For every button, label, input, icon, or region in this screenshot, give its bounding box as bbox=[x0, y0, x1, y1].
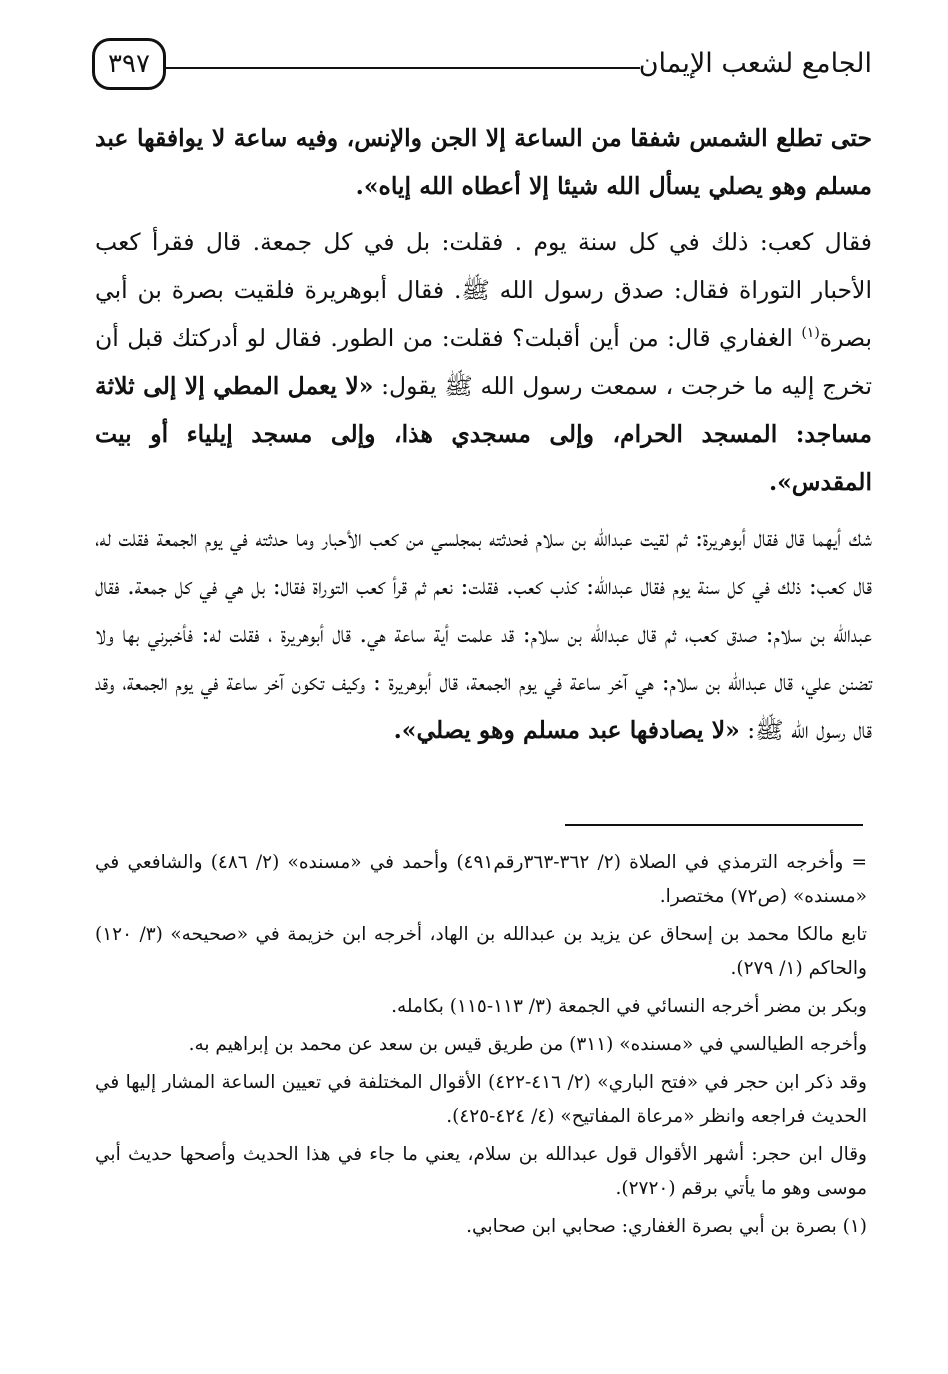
footnote-1: (١) بصرة بن أبي بصرة الغفاري: صحابي ابن صحابي. bbox=[466, 1216, 867, 1237]
paragraph-3 bbox=[95, 514, 872, 754]
narration-text: الغفاري قال: من أين أقبلت؟ فقلت: من الطور. فقال لو أدركتك قبل أن تخرج إليه ما خرجت ، سمعت رسول الله ﷺ يقول: bbox=[95, 324, 872, 400]
footnote-line: تابع مالكا محمد بن إسحاق عن يزيد بن عبدالله بن الهاد، أخرجه ابن خزيمة في «صحيحه» (٣/ ١٢٠) والحاكم (١/ ٢٧٩). bbox=[95, 924, 867, 979]
narration-text: فقال كعب: ذلك في كل سنة يوم . فقلت: بل في كل جمعة. قال فقرأ كعب الأحبار التوراة فقال: صدق رسول الله ﷺ. فقال أبوهريرة فلقيت بصرة بن أبي بصرة bbox=[95, 228, 872, 352]
footnote-line: وأخرجه الطيالسي في «مسنده» (٣١١) من طريق قيس بن سعد عن محمد بن إبراهيم به. bbox=[188, 1034, 867, 1055]
main-text bbox=[95, 114, 872, 754]
footnote-line: وقد ذكر ابن حجر في «فتح الباري» (٢/ ٤١٦-٤٢٢) الأقوال المختلفة في تعيين الساعة المشار إليها في الحديث فراجعه وانظر «مرعاة المفاتيح» (٤/ ٤٢٤-٤٢٥). bbox=[95, 1072, 867, 1127]
footnotes bbox=[95, 846, 867, 1244]
footnote-line: = وأخرجه الترمذي في الصلاة (٢/ ٣٦٢-٣٦٣رقم٤٩١) وأحمد في «مسنده» (٢/ ٤٨٦) والشافعي في «مسنده» (ص٧٢) مختصرا. bbox=[95, 852, 867, 907]
paragraph-1 bbox=[95, 114, 872, 210]
narration-text: شك أيهما قال فقال أبوهريرة: ثم لقيت عبدالله بن سلام فحدثته بمجلسي من كعب الأحبار وما حدثته في يوم الجمعة فقلت له، قال كعب: ذلك في كل سنة يوم فقال عبدالله: كذب كعب. فقلت: نعم ثم قرأ كعب التوراة فقال: بل هي في كل جمعة. فقال عبدالله بن سلام: صدق كعب، ثم قال عبدالله بن سلام: قد علمت أية ساعة هي. قال أبوهريرة ، فقلت له: فأخبرني بها ولا تضنن علي، قال عبدالله بن سلام: هي آخر ساعة في يوم الجمعة، قال أبوهريرة : وكيف تكون آخر ساعة في يوم الجمعة، وقد قال رسول الله ﷺ: bbox=[95, 524, 872, 744]
hadith-text: حتى تطلع الشمس شفقا من الساعة إلا الجن والإنس، وفيه ساعة لا يوافقها عبد مسلم وهو يصلي يسأل الله شيئا إلا أعطاه الله إياه». bbox=[95, 124, 872, 200]
header-title: الجامع لشعب الإيمان bbox=[638, 48, 872, 79]
footnote-separator bbox=[565, 824, 863, 826]
footnote-line: وبكر بن مضر أخرجه النسائي في الجمعة (٣/ ١١٣-١١٥) بكامله. bbox=[391, 996, 867, 1017]
footnote-line: وقال ابن حجر: أشهر الأقوال قول عبدالله بن سلام، يعني ما جاء في هذا الحديث وأصحها حديث أبي موسى وهو ما يأتي برقم (٢٧٢٠). bbox=[95, 1144, 867, 1199]
running-header bbox=[92, 38, 872, 94]
header-rule bbox=[164, 67, 640, 69]
hadith-text: «لا يعمل المطي إلا إلى ثلاثة مساجد: المسجد الحرام، وإلى مسجدي هذا، وإلى مسجد إيلياء أو بيت المقدس». bbox=[95, 372, 872, 496]
footnote-marker: (١) bbox=[801, 325, 820, 342]
hadith-text: «لا يصادفها عبد مسلم وهو يصلي». bbox=[393, 716, 740, 744]
page-number: ٣٩٧ bbox=[92, 38, 166, 90]
paragraph-2 bbox=[95, 218, 872, 506]
